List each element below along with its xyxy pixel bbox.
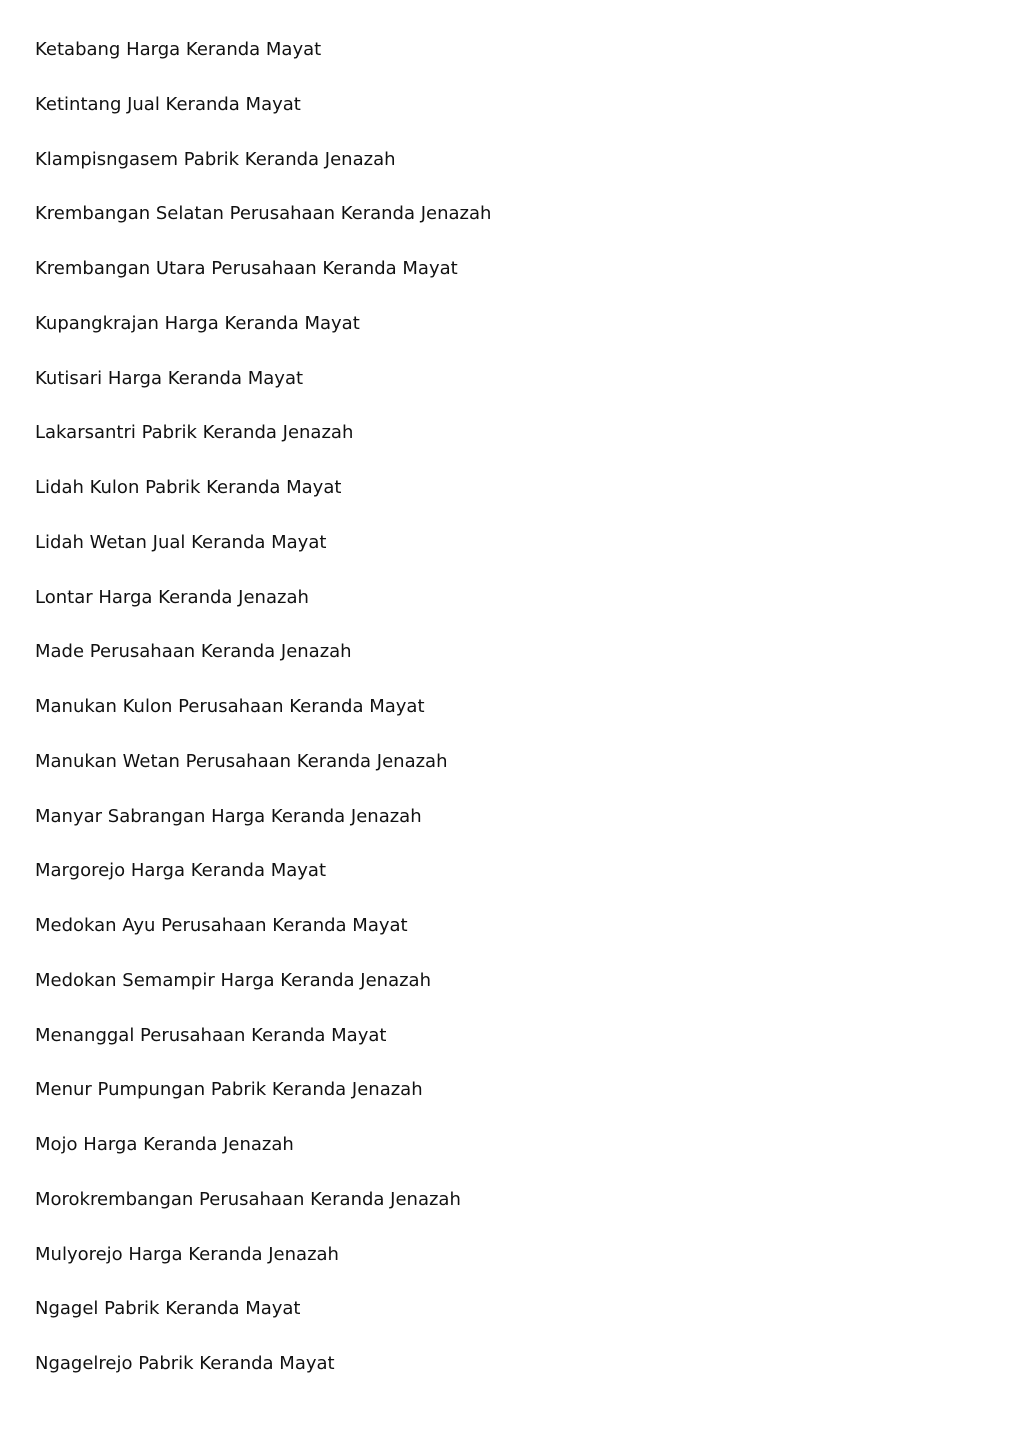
text-line: Klampisngasem Pabrik Keranda Jenazah bbox=[35, 148, 396, 170]
text-line: Lontar Harga Keranda Jenazah bbox=[35, 586, 309, 608]
text-line: Kupangkrajan Harga Keranda Mayat bbox=[35, 312, 360, 334]
text-line: Lakarsantri Pabrik Keranda Jenazah bbox=[35, 422, 354, 444]
text-line: Mulyorejo Harga Keranda Jenazah bbox=[35, 1243, 339, 1265]
text-line: Ketintang Jual Keranda Mayat bbox=[35, 93, 301, 115]
text-line: Morokrembangan Perusahaan Keranda Jenazah bbox=[35, 1188, 461, 1210]
text-line: Kutisari Harga Keranda Mayat bbox=[35, 367, 304, 389]
text-line: Krembangan Selatan Perusahaan Keranda Jenazah bbox=[35, 203, 492, 225]
text-line: Manukan Wetan Perusahaan Keranda Jenazah bbox=[35, 750, 448, 772]
text-line: Manukan Kulon Perusahaan Keranda Mayat bbox=[35, 696, 425, 717]
text-line-list bbox=[35, 36, 995, 1405]
text-line: Ngagel Pabrik Keranda Mayat bbox=[35, 1298, 301, 1320]
text-line: Krembangan Utara Perusahaan Keranda Mayat bbox=[35, 258, 458, 279]
text-line: Made Perusahaan Keranda Jenazah bbox=[35, 641, 352, 663]
text-line: Medokan Ayu Perusahaan Keranda Mayat bbox=[35, 915, 408, 936]
text-line: Medokan Semampir Harga Keranda Jenazah bbox=[35, 969, 431, 991]
text-line: Lidah Kulon Pabrik Keranda Mayat bbox=[35, 477, 342, 498]
text-line: Lidah Wetan Jual Keranda Mayat bbox=[35, 531, 327, 553]
text-line: Ketabang Harga Keranda Mayat bbox=[35, 39, 322, 60]
text-line: Mojo Harga Keranda Jenazah bbox=[35, 1134, 294, 1155]
text-line: Menur Pumpungan Pabrik Keranda Jenazah bbox=[35, 1079, 423, 1101]
text-line: Menanggal Perusahaan Keranda Mayat bbox=[35, 1024, 387, 1046]
text-line: Ngagelrejo Pabrik Keranda Mayat bbox=[35, 1353, 335, 1374]
text-line: Margorejo Harga Keranda Mayat bbox=[35, 860, 327, 882]
text-line: Manyar Sabrangan Harga Keranda Jenazah bbox=[35, 805, 422, 827]
